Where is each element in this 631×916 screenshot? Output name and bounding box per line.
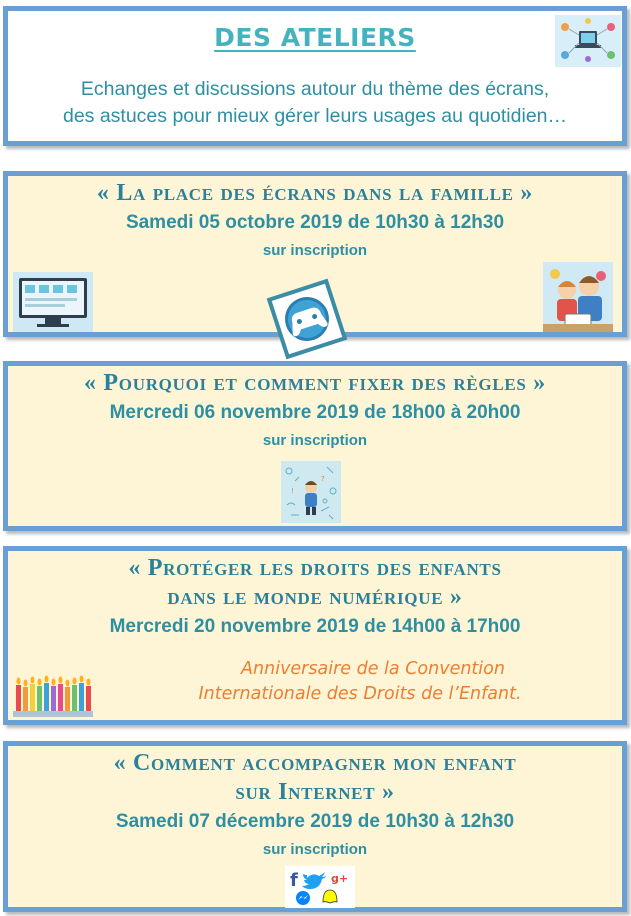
atelier-3-text [8,554,622,642]
atelier-4-text [8,749,622,863]
anniversary-line-1: Anniversaire de la Convention [241,659,505,679]
atelier-4-box [3,741,627,912]
atelier-2-title: « Pourquoi et comment fixer des règles » [84,370,546,396]
atelier-4-registration: sur inscription [262,841,368,858]
atelier-1-text [8,179,622,264]
atelier-1-box [3,171,627,337]
anniversary-line-2: Internationale des Droits de l’Enfant. [198,684,522,704]
atelier-2-text [8,369,622,454]
child-rules-icon [281,461,341,523]
birthday-candles-icon [13,673,93,717]
gamepad-logo-icon [262,274,352,364]
atelier-2-date: Mercredi 06 novembre 2019 de 18h00 à 20h00 [109,402,521,423]
connected-devices-icon [555,15,621,67]
atelier-1-date: Samedi 05 octobre 2019 de 10h30 à 12h30 [125,212,505,233]
intro-line-1: Echanges et discussions autour du thème des écrans, [80,78,550,100]
atelier-3-box [3,546,627,725]
svg-text:?: ? [321,475,325,483]
header-box [3,6,627,146]
atelier-4-title-line-2: sur Internet » [235,779,395,805]
atelier-2-registration: sur inscription [262,432,368,449]
atelier-1-title: « La place des écrans dans la famille » [96,180,534,206]
atelier-4-title-line-1: « Comment accompagner mon enfant [113,750,517,776]
svg-text:!: ! [291,487,294,495]
atelier-3-title-line-2: dans le monde numérique » [167,584,463,610]
atelier-3-date: Mercredi 20 novembre 2019 de 14h00 à 17h00 [109,616,521,637]
page-title: DES ATELIERS [214,23,416,52]
intro-text [8,76,622,130]
intro-line-2: des astuces pour mieux gérer leurs usages au quotidien… [62,105,568,127]
atelier-3-title-line-1: « Protéger les droits des enfants [128,555,502,581]
atelier-4-date: Samedi 07 décembre 2019 de 10h30 à 12h30 [115,811,515,832]
svg-text:g+: g+ [331,872,349,885]
atelier-1-registration: sur inscription [262,242,368,259]
atelier-2-box [3,361,627,531]
anniversary-note [128,657,592,707]
svg-text:f: f [290,870,298,891]
family-tablet-icon [543,262,613,332]
computer-monitor-icon [13,272,93,332]
social-media-icon [285,866,355,908]
